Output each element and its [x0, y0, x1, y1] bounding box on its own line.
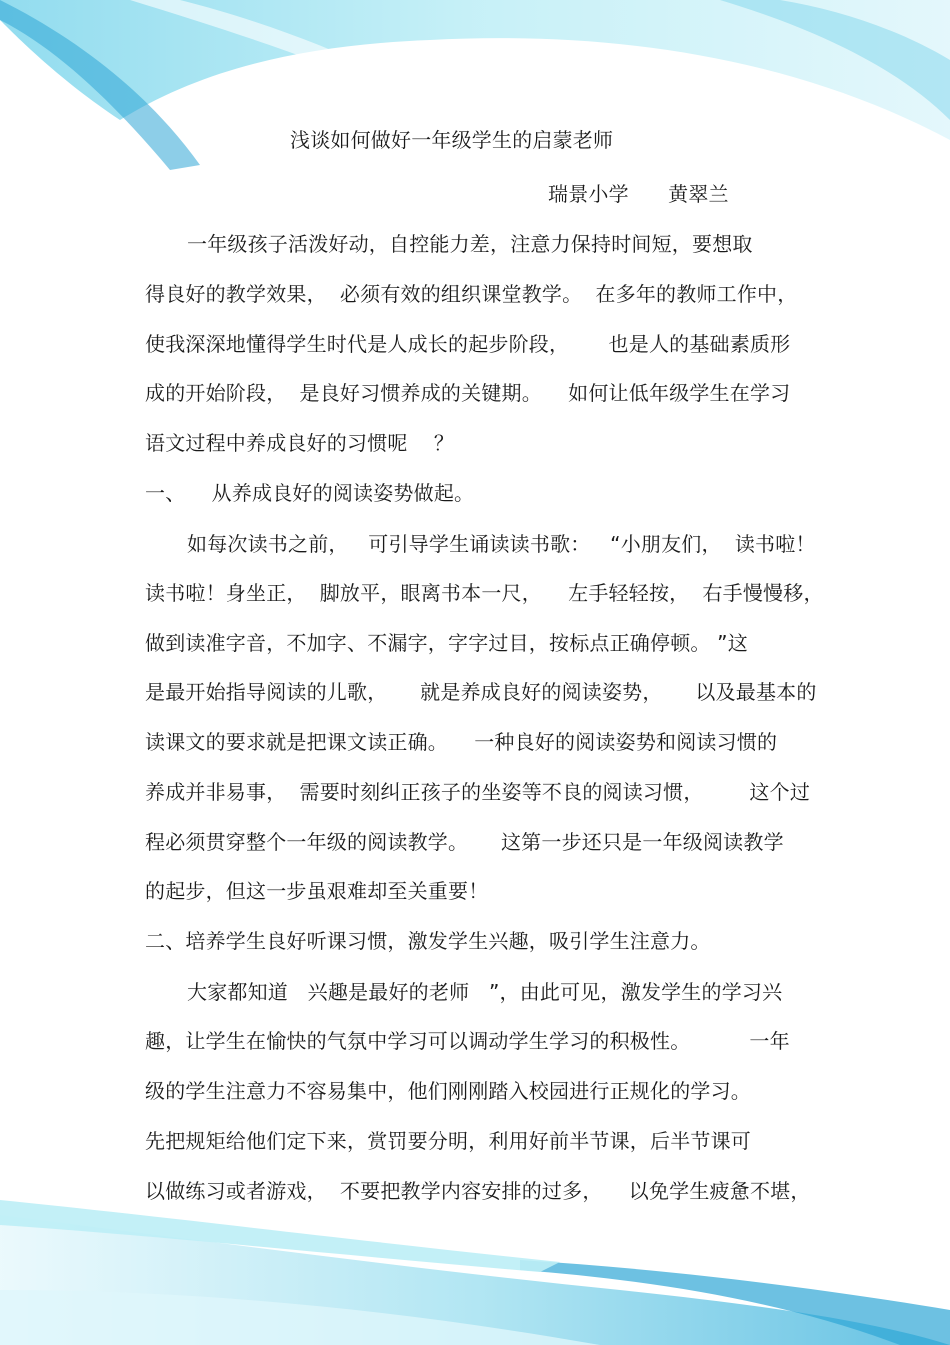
body-line: 使我深深地懂得学生时代是人成长的起步阶段， 也是人的基础素质形 [145, 332, 791, 356]
body-line: 程必须贯穿整个一年级的阅读教学。 这第一步还只是一年级阅读教学 [145, 830, 784, 854]
body-line: 一年级孩子活泼好动，自控能力差，注意力保持时间短，要想取 [187, 232, 753, 256]
body-line: 大家都知道 兴趣是最好的老师 ”，由此可见，激发学生的学习兴 [187, 980, 783, 1004]
body-line: 是最开始指导阅读的儿歌， 就是养成良好的阅读姿势， 以及最基本的 [145, 680, 817, 704]
body-line: 语文过程中养成良好的习惯呢 ？ [145, 431, 455, 455]
body-line: 趣，让学生在愉快的气氛中学习可以调动学生学习的积极性。 一年 [145, 1029, 790, 1053]
body-line: 养成并非易事， 需要时刻纠正孩子的坐姿等不良的阅读习惯， 这个过 [145, 780, 811, 804]
body-line: 做到读准字音，不加字、不漏字，字字过目，按标点正确停顿。 ”这 [145, 631, 748, 655]
section-heading-2: 二、培养学生良好听课习惯，激发学生兴趣，吸引学生注意力。 [145, 929, 711, 953]
body-line: 以做练习或者游戏， 不要把教学内容安排的过多， 以免学生疲惫不堪， [145, 1179, 811, 1203]
body-line: 读书啦！身坐正， 脚放平，眼离书本一尺， 左手轻轻按， 右手慢慢移， [145, 581, 824, 605]
document-author: 瑞景小学 黄翠兰 [548, 182, 729, 206]
document-title: 浅谈如何做好一年级学生的启蒙老师 [290, 128, 614, 152]
body-line: 得良好的教学效果， 必须有效的组织课堂教学。 在多年的教师工作中， [145, 282, 798, 306]
body-line: 成的开始阶段， 是良好习惯养成的关键期。 如何让低年级学生在学习 [145, 381, 791, 405]
body-line: 的起步，但这一步虽艰难却至关重要！ [145, 879, 489, 903]
body-line: 先把规矩给他们定下来，赏罚要分明，利用好前半节课，后半节课可 [145, 1129, 751, 1153]
body-line: 读课文的要求就是把课文读正确。 一种良好的阅读姿势和阅读习惯的 [145, 730, 778, 754]
body-line: 如每次读书之前， 可引导学生诵读读书歌： “小朋友们， 读书啦！ [187, 532, 816, 556]
body-line: 级的学生注意力不容易集中，他们刚刚踏入校园进行正规化的学习。 [145, 1079, 751, 1103]
section-heading-1: 一、 从养成良好的阅读姿势做起。 [145, 481, 475, 505]
